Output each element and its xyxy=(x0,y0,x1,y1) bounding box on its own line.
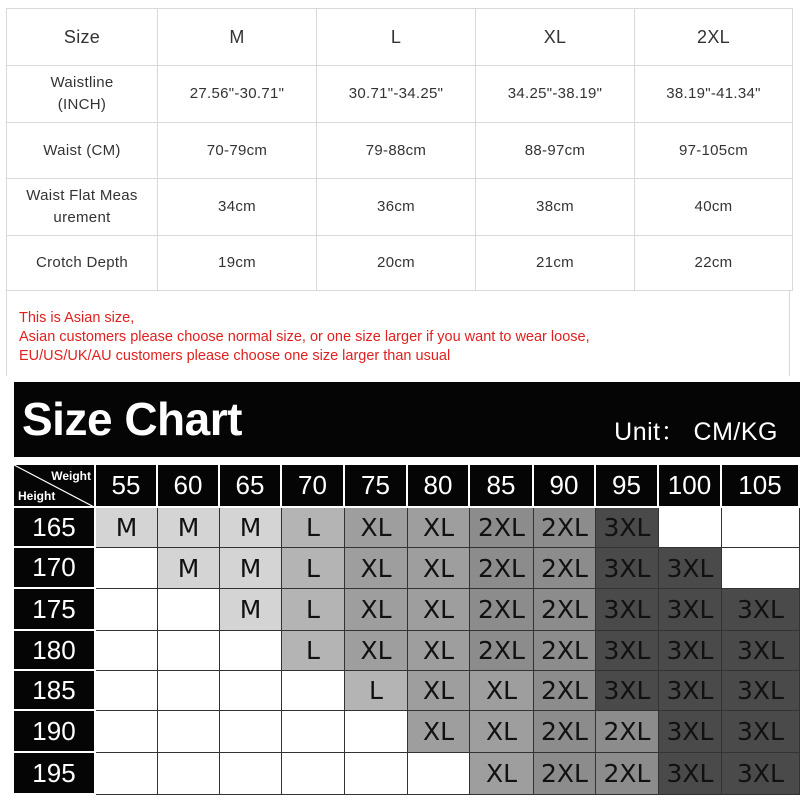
size-cell: 3XL xyxy=(659,711,722,753)
size-cell: M xyxy=(158,508,220,548)
table-cell: 97-105cm xyxy=(635,123,793,179)
table-cell: 21cm xyxy=(476,236,635,291)
size-cell: XL xyxy=(408,631,470,671)
size-cell xyxy=(220,753,282,795)
weight-header-75: 75 xyxy=(345,465,408,508)
size-cell xyxy=(158,589,220,631)
size-cell: M xyxy=(96,508,158,548)
weight-header-80: 80 xyxy=(408,465,470,508)
header-size-xl: XL xyxy=(476,9,635,66)
weight-header-65: 65 xyxy=(220,465,282,508)
size-cell: 2XL xyxy=(470,631,534,671)
table-cell: 38cm xyxy=(476,179,635,236)
table-cell: 19cm xyxy=(158,236,317,291)
size-cell xyxy=(158,671,220,711)
size-cell: 2XL xyxy=(470,548,534,589)
header-size-2xl: 2XL xyxy=(635,9,793,66)
height-header-195: 195 xyxy=(14,753,96,795)
height-header-165: 165 xyxy=(14,508,96,548)
size-cell xyxy=(220,631,282,671)
size-cell xyxy=(96,711,158,753)
size-cell: XL xyxy=(408,711,470,753)
size-cell xyxy=(220,711,282,753)
note-line: EU/US/UK/AU customers please choose one size larger than usual xyxy=(19,348,451,364)
size-cell: 2XL xyxy=(534,589,596,631)
size-cell: 3XL xyxy=(659,589,722,631)
table-cell: 79-88cm xyxy=(317,123,476,179)
size-cell xyxy=(158,631,220,671)
header-size-l: L xyxy=(317,9,476,66)
size-cell: 3XL xyxy=(722,589,800,631)
table-cell: 34.25"-38.19" xyxy=(476,66,635,123)
weight-header-100: 100 xyxy=(659,465,722,508)
size-cell: 3XL xyxy=(722,711,800,753)
size-cell: 2XL xyxy=(534,548,596,589)
corner-height-label: Height xyxy=(18,489,56,503)
size-cell: 3XL xyxy=(659,671,722,711)
height-header-180: 180 xyxy=(14,631,96,671)
unit-label: Unit： CM/KG xyxy=(614,418,778,446)
header-size-m: M xyxy=(158,9,317,66)
size-cell xyxy=(158,711,220,753)
size-cell xyxy=(220,671,282,711)
size-cell xyxy=(408,753,470,795)
table-cell: 30.71"-34.25" xyxy=(317,66,476,123)
size-cell xyxy=(282,671,345,711)
header-size-label: Size xyxy=(7,9,158,66)
weight-header-95: 95 xyxy=(596,465,659,508)
waistline-inch-row xyxy=(7,66,793,123)
size-cell: XL xyxy=(408,508,470,548)
size-cell xyxy=(96,753,158,795)
size-cell: 3XL xyxy=(596,548,659,589)
size-cell: L xyxy=(282,508,345,548)
row-label: Waist (CM) xyxy=(7,123,158,179)
size-cell: 3XL xyxy=(722,753,800,795)
grid-corner-header xyxy=(14,465,96,508)
size-cell: 2XL xyxy=(534,753,596,795)
size-cell xyxy=(722,508,800,548)
size-cell: 2XL xyxy=(534,671,596,711)
size-cell: XL xyxy=(408,589,470,631)
size-cell: 3XL xyxy=(659,631,722,671)
size-cell: 2XL xyxy=(534,711,596,753)
size-cell: M xyxy=(220,589,282,631)
size-cell xyxy=(345,753,408,795)
crotch-depth-row xyxy=(7,236,793,291)
size-cell: 3XL xyxy=(722,631,800,671)
size-cell: L xyxy=(282,548,345,589)
size-cell: XL xyxy=(470,711,534,753)
size-cell: 3XL xyxy=(659,753,722,795)
note-line: Asian customers please choose normal size, or one size larger if you want to wear loose, xyxy=(19,329,590,345)
table-cell: 34cm xyxy=(158,179,317,236)
size-cell: M xyxy=(220,508,282,548)
size-cell: 3XL xyxy=(596,589,659,631)
size-cell xyxy=(345,711,408,753)
corner-weight-label: Weight xyxy=(51,469,91,483)
table-cell: 40cm xyxy=(635,179,793,236)
table-cell: 27.56"-30.71" xyxy=(158,66,317,123)
weight-header-70: 70 xyxy=(282,465,345,508)
size-cell: 3XL xyxy=(659,548,722,589)
table-cell: 20cm xyxy=(317,236,476,291)
note-line: This is Asian size, xyxy=(19,310,135,326)
table-cell: 38.19"-41.34" xyxy=(635,66,793,123)
height-header-175: 175 xyxy=(14,589,96,631)
size-cell: 2XL xyxy=(596,753,659,795)
height-header-190: 190 xyxy=(14,711,96,753)
size-cell xyxy=(282,711,345,753)
size-cell: XL xyxy=(470,671,534,711)
size-cell: XL xyxy=(408,548,470,589)
size-cell: M xyxy=(220,548,282,589)
size-cell xyxy=(158,753,220,795)
size-cell: 3XL xyxy=(596,631,659,671)
measurement-header-row xyxy=(7,9,793,66)
table-cell: 88-97cm xyxy=(476,123,635,179)
table-cell: 36cm xyxy=(317,179,476,236)
size-cell: 3XL xyxy=(596,508,659,548)
size-cell: XL xyxy=(345,631,408,671)
size-cell: L xyxy=(345,671,408,711)
size-cell: XL xyxy=(345,589,408,631)
size-cell xyxy=(96,631,158,671)
size-cell: 2XL xyxy=(470,508,534,548)
weight-header-60: 60 xyxy=(158,465,220,508)
size-cell xyxy=(659,508,722,548)
waist-flat-row xyxy=(7,179,793,236)
weight-header-85: 85 xyxy=(470,465,534,508)
row-label: Waist Flat Meas urement xyxy=(7,179,158,236)
weight-header-90: 90 xyxy=(534,465,596,508)
row-label: Crotch Depth xyxy=(7,236,158,291)
size-cell: XL xyxy=(345,548,408,589)
size-cell: XL xyxy=(408,671,470,711)
size-cell: 2XL xyxy=(534,631,596,671)
size-cell: M xyxy=(158,548,220,589)
size-cell: XL xyxy=(345,508,408,548)
size-cell: 3XL xyxy=(596,671,659,711)
size-chart-title: Size Chart xyxy=(22,393,242,445)
size-cell: L xyxy=(282,589,345,631)
size-cell: 2XL xyxy=(470,589,534,631)
table-cell: 22cm xyxy=(635,236,793,291)
size-cell xyxy=(96,548,158,589)
weight-header-105: 105 xyxy=(722,465,800,508)
waist-cm-row xyxy=(7,123,793,179)
size-cell xyxy=(282,753,345,795)
height-header-170: 170 xyxy=(14,548,96,589)
size-note xyxy=(6,290,790,376)
size-cell: 3XL xyxy=(722,671,800,711)
size-cell: XL xyxy=(470,753,534,795)
weight-header-55: 55 xyxy=(96,465,158,508)
row-label: Waistline (INCH) xyxy=(7,66,158,123)
size-cell: 2XL xyxy=(596,711,659,753)
size-cell xyxy=(96,589,158,631)
size-cell: L xyxy=(282,631,345,671)
size-chart-banner xyxy=(14,382,800,457)
size-cell xyxy=(96,671,158,711)
height-header-185: 185 xyxy=(14,671,96,711)
table-cell: 70-79cm xyxy=(158,123,317,179)
size-cell xyxy=(722,548,800,589)
size-cell: 2XL xyxy=(534,508,596,548)
measurement-table xyxy=(6,8,793,291)
